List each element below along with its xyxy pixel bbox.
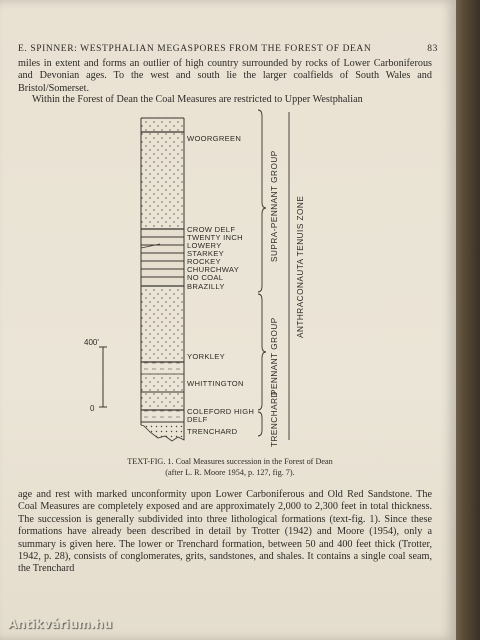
column-trenchard-conglomerate [141,422,184,441]
group-label-pennant: PENNANT GROUP [270,317,279,395]
seam-label-starkey: STARKEY [187,249,224,258]
paragraph-3: age and rest with marked unconformity upon Lower Carboniferous and Old Red Sandstone. The Coal Measures are completely exposed and are approximately 2,000 to 2,300 feet in total thickness. The succession is generally subdivided into three lithological formations (text-fig. 1). Since these formations have already been described in detail by Trotter (1942) and Moore (1954), only a summary is given here. The lower or Trenchard formation, between 50 and 400 feet thick (Trotter, 1942, p. 28), consists of conglomerates, grits, sandstones, and shales. It contains a single coal seam, the Trenchard [18,489,432,575]
seam-label-delf: DELF [187,415,208,424]
scale-label-top: 400' [84,338,99,347]
bracket-trenchard [258,412,262,436]
group-label-supra-pennant: SUPRA-PENNANT GROUP [270,150,279,262]
zone-label: ANTHRACONAUTA TENUIS ZONE [296,195,305,338]
caption-line-2: (after L. R. Moore 1954, p. 127, fig. 7). [165,467,295,477]
seam-label-yorkley: YORKLEY [187,352,225,361]
paragraph-1: miles in extent and forms an outlier of high country surrounded by rocks of Lower Carboniferous and Devonian ages. To the west and south lie the larger coalfields of South Wales and Bristol/Somerset. [18,58,432,94]
seam-label-whittington: WHITTINGTON [187,379,244,388]
seam-label-twenty-inch: TWENTY INCH [187,233,243,242]
bracket-pennant [258,294,266,410]
bracket-supra-pennant [258,110,266,292]
seam-label-brazilly: BRAZILLY [187,282,225,291]
page-number: 83 [427,44,438,54]
caption-line-1: TEXT-FIG. 1. Coal Measures succession in the Forest of Dean [127,457,333,466]
paragraph-2: Within the Forest of Dean the Coal Measures are restricted to Upper Westphalian [32,94,363,105]
figure-caption [40,457,420,478]
watermark-logo: Antikvárium.hu [8,617,113,631]
column-pennant-sandstone [141,288,184,362]
seam-label-no-coal: NO COAL [187,273,224,282]
seam-label-lowery: LOWERY [187,241,222,250]
group-label-trenchard: TRENCHARD [270,391,279,447]
column-yorkley-shale [141,362,184,374]
seam-label-trenchard: TRENCHARD [187,427,238,436]
seam-label-churchway: CHURCHWAY [187,265,240,274]
scale-label-bottom: 0 [90,404,95,413]
book-spine [452,0,480,640]
seam-label-coleford-high: COLEFORD HIGH [187,407,255,416]
seam-label-rockey: ROCKEY [187,257,221,266]
seam-label-woorgreen: WOORGREEN [187,134,242,143]
column-coleford-shale [141,410,184,422]
seam-label-crow-delf: CROW DELF [187,225,236,234]
column-supra-sandstone [141,118,184,228]
running-title: E. SPINNER: WESTPHALIAN MEGASPORES FROM THE FOREST OF DEAN [18,44,372,54]
